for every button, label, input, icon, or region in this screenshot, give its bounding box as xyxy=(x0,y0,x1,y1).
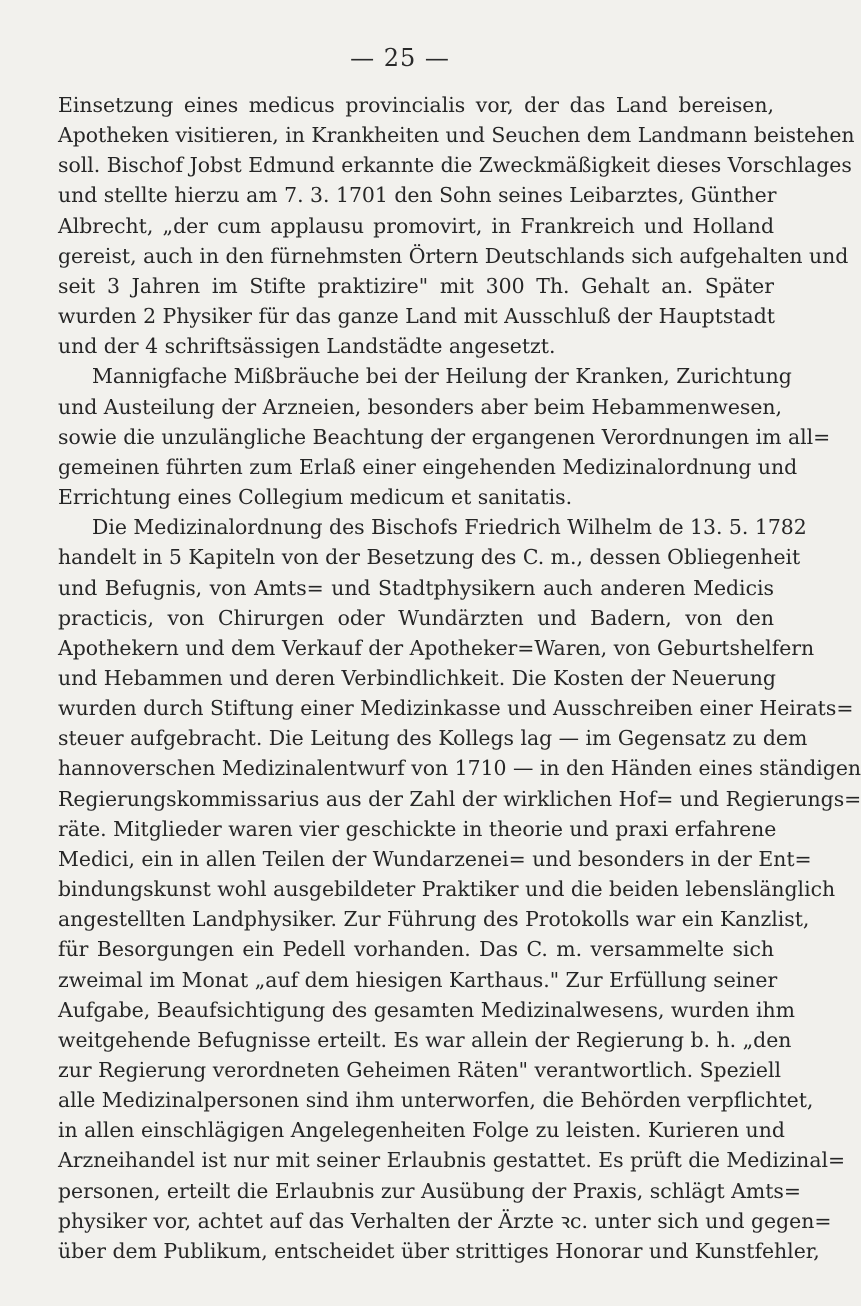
text-line: und Befugnis, von Amts= und Stadtphysikern auch anderen Medicis xyxy=(58,575,774,600)
text-line: in allen einschlägigen Angelegenheiten Folge zu leisten. Kurieren und xyxy=(58,1118,785,1143)
text-line: angestellten Landphysiker. Zur Führung des Protokolls war ein Kanzlist, xyxy=(58,907,810,932)
text-line: und der 4 schriftsässigen Landstädte angesetzt. xyxy=(58,334,556,359)
page-number: — 25 — xyxy=(350,44,450,72)
text-line: steuer aufgebracht. Die Leitung des Kollegs lag — im Gegensatz zu dem xyxy=(58,726,808,751)
text-line: sowie die unzulängliche Beachtung der ergangenen Verordnungen im all= xyxy=(58,424,831,449)
text-line: Errichtung eines Collegium medicum et sanitatis. xyxy=(58,485,573,510)
text-line: zur Regierung verordneten Geheimen Räten" verantwortlich. Speziell xyxy=(58,1058,782,1082)
body-text xyxy=(58,90,861,1266)
text-line: und Austeilung der Arzneien, besonders aber beim Hebammenwesen, xyxy=(58,394,783,419)
paragraph-1 xyxy=(58,90,855,361)
text-line: und Hebammen und deren Verbindlichkeit. Die Kosten der Neuerung xyxy=(58,665,776,690)
text-line: Apotheken visitieren, in Krankheiten und Seuchen dem Landmann beistehen xyxy=(58,123,855,148)
text-line: zweimal im Monat „auf dem hiesigen Karthaus." Zur Erfüllung seiner xyxy=(58,967,778,992)
text-line: Die Medizinalordnung des Bischofs Friedrich Wilhelm de 13. 5. 1782 xyxy=(92,515,807,540)
text-line: physiker vor, achtet auf das Verhalten der Ärzte ꝛc. unter sich und gegen= xyxy=(58,1208,832,1233)
text-line: Einsetzung eines medicus provincialis vor, der das Land bereisen, xyxy=(58,93,774,117)
text-line: Medici, ein in allen Teilen der Wundarzenei= und besonders in der Ent= xyxy=(58,846,812,871)
text-line: soll. Bischof Jobst Edmund erkannte die Zweckmäßigkeit dieses Vorschlages xyxy=(58,153,852,178)
paragraph-3 xyxy=(58,512,861,1266)
text-line: practicis, von Chirurgen oder Wundärzten und Badern, von den xyxy=(58,605,774,630)
text-line: Regierungskommissarius aus der Zahl der wirklichen Hof= und Regierungs= xyxy=(58,786,861,811)
text-line: Aufgabe, Beaufsichtigung des gesamten Medizinalwesens, wurden ihm xyxy=(58,997,795,1022)
text-line: für Besorgungen ein Pedell vorhanden. Das C. m. versammelte sich xyxy=(58,937,774,962)
text-line: Arzneihandel ist nur mit seiner Erlaubnis gestattet. Es prüft die Medizinal= xyxy=(58,1148,846,1173)
text-line: Apothekern und dem Verkauf der Apotheker=Waren, von Geburtshelfern xyxy=(58,635,815,660)
text-line: räte. Mitglieder waren vier geschickte in theorie und praxi erfahrene xyxy=(58,816,777,841)
text-line: seit 3 Jahren im Stifte praktizire" mit 300 Th. Gehalt an. Später xyxy=(58,273,774,298)
text-line: Albrecht, „der cum applausu promovirt, in Frankreich und Holland xyxy=(58,213,774,238)
text-line: wurden durch Stiftung einer Medizinkasse und Ausschreiben einer Heirats= xyxy=(58,696,854,721)
text-line: wurden 2 Physiker für das ganze Land mit Ausschluß der Hauptstadt xyxy=(58,304,775,329)
text-line: bindungskunst wohl ausgebildeter Praktiker und die beiden lebenslänglich xyxy=(58,877,836,902)
text-line: alle Medizinalpersonen sind ihm unterworfen, die Behörden verpflichtet, xyxy=(58,1088,814,1113)
text-line: handelt in 5 Kapiteln von der Besetzung des C. m., dessen Obliegenheit xyxy=(58,545,801,570)
text-line: Mannigfache Mißbräuche bei der Heilung der Kranken, Zurichtung xyxy=(92,364,792,389)
text-line: personen, erteilt die Erlaubnis zur Ausübung der Praxis, schlägt Amts= xyxy=(58,1178,801,1203)
text-line: weitgehende Befugnisse erteilt. Es war allein der Regierung b. h. „den xyxy=(58,1027,792,1052)
text-line: gereist, auch in den fürnehmsten Örtern Deutschlands sich aufgehalten und xyxy=(58,243,849,268)
text-line: und stellte hierzu am 7. 3. 1701 den Sohn seines Leibarztes, Günther xyxy=(58,183,777,208)
text-line: hannoverschen Medizinalentwurf von 1710 — in den Händen eines ständigen xyxy=(58,756,861,781)
text-line: über dem Publikum, entscheidet über strittiges Honorar und Kunstfehler, xyxy=(58,1238,820,1263)
paragraph-2 xyxy=(58,361,831,512)
text-line: gemeinen führten zum Erlaß einer eingehenden Medizinalordnung und xyxy=(58,454,798,479)
